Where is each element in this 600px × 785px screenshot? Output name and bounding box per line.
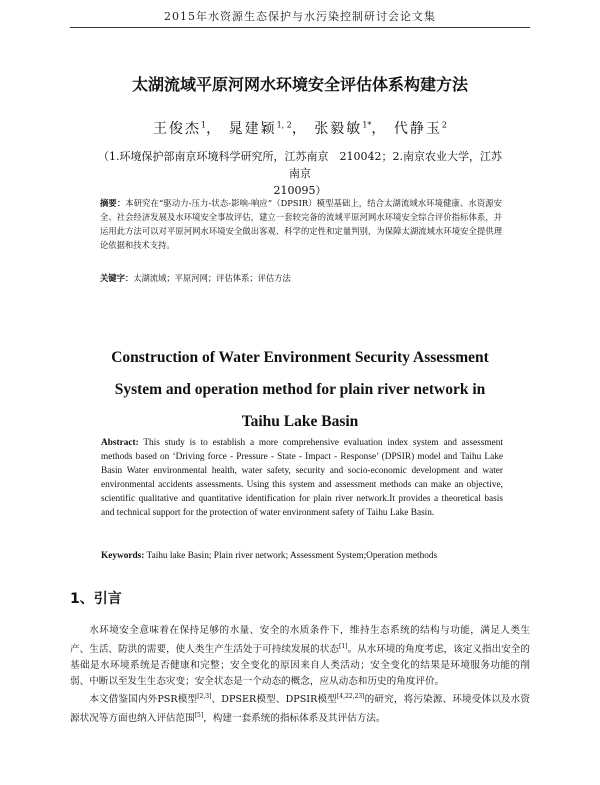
abstract-cn-label: 摘要： bbox=[100, 198, 126, 208]
body-paragraph bbox=[70, 689, 530, 727]
keywords-cn-text: 太湖流域；平原河网；评估体系；评估方法 bbox=[133, 273, 291, 283]
abstract-en bbox=[101, 436, 503, 520]
body-text-run: ，构建一套系统的指标体系及其评估方法。 bbox=[203, 713, 386, 725]
author-affil-mark: 1, 2 bbox=[276, 120, 292, 130]
author-separator: ， bbox=[371, 121, 388, 137]
paper-title-cn: 太湖流域平原河网水环境安全评估体系构建方法 bbox=[131, 75, 468, 94]
citation-ref: [2,3] bbox=[197, 693, 212, 701]
abstract-cn bbox=[100, 196, 502, 252]
title-en-line: System and operation method for plain river network in bbox=[114, 381, 486, 398]
keywords-en-text: Taihu lake Basin; Plain river network; Assessment System;Operation methods bbox=[144, 551, 438, 561]
abstract-cn-text: 本研究在“驱动力-压力-状态-影响-响应”（DPSIR）模型基础上，结合太湖流域水环境健康、水资源安全、社会经济发展及水环境安全事故评估，建立一套较完备的流域平原河网水环境安全综合评价指标体系，并运用此方法可以对平原河网水环境安全做出客观、科学的定性和定量判别，为保障太湖流域水环境安全提供理论依据和技术支持。 bbox=[100, 198, 502, 250]
paper-title-en bbox=[40, 342, 560, 438]
affiliation-line: （1.环境保护部南京环境科学研究所，江苏南京 210042；2.南京农业大学，江苏南京 bbox=[98, 150, 502, 180]
section-body bbox=[70, 623, 530, 727]
keywords-en-label: Keywords: bbox=[101, 551, 145, 561]
body-text-run: 水环境安全意味着在保持足够的水量、安全的水质条件下，维持生态系统的结构与功能，满足人类生产、生活、防洪的需要，使人类生产生活处于可持续发展的状态 bbox=[70, 625, 530, 655]
body-text-run: 的研究，将污染源、环境受体以及水资源状况等方面也纳入评估范围 bbox=[70, 694, 530, 725]
keywords-en bbox=[101, 551, 503, 561]
title-en-line: Taihu Lake Basin bbox=[241, 413, 359, 430]
running-header: 2015年水资源生态保护与水污染控制研讨会论文集 bbox=[164, 10, 436, 23]
author-name: 晁建颖 bbox=[228, 121, 277, 137]
affiliation-line: 210095） bbox=[273, 184, 327, 197]
author-separator: ， bbox=[291, 121, 308, 137]
title-en-line: Construction of Water Environment Security Assessment bbox=[111, 349, 489, 366]
citation-ref: [1] bbox=[338, 642, 348, 650]
author-affil-mark: 2 bbox=[441, 120, 447, 130]
section-heading: 1、引言 bbox=[70, 591, 122, 607]
citation-ref: [4,22,23] bbox=[336, 693, 365, 701]
body-paragraph bbox=[70, 623, 530, 689]
author-name: 王俊杰 bbox=[153, 121, 202, 137]
affiliations bbox=[95, 148, 505, 199]
header-rule bbox=[70, 27, 530, 28]
body-text-run: 、DPSER模型、DPSIR模型 bbox=[211, 694, 337, 706]
abstract-en-label: Abstract: bbox=[101, 438, 139, 448]
author-separator: ， bbox=[206, 121, 223, 137]
author-list bbox=[0, 118, 600, 138]
body-text-run: 。从水环境的角度考虑，该定义指出安全的基础是水环境系统是否健康和完整；安全变化的原因来自人类活动；安全变化的结果是环境服务功能的削弱、中断以至发生生态灾变；安全状态是一个动态的概念，应从动态和历史的角度评价。 bbox=[70, 643, 531, 687]
author-name: 张毅敏 bbox=[314, 121, 363, 137]
keywords-cn bbox=[100, 272, 502, 284]
keywords-cn-label: 关键字： bbox=[100, 273, 134, 283]
abstract-en-text: This study is to establish a more comprehensive evaluation index system and assessment methods based on ‘Driving force - Pressure - State - Impact - Response’ (DPSIR) model and Taihu Lake Basin Water environmental health, water safety, security and socio-economic development and water environmental accidents assessments. Using this system and assessment methods can make an objective, scientific qualitative and quantitative identification for plain river network.It provides a theoretical basis and technical support for the protection of water environment safety of Taihu Lake Basin. bbox=[101, 438, 503, 518]
author-name: 代静玉 bbox=[393, 121, 442, 137]
author-affil-mark: 1 bbox=[201, 120, 207, 130]
author-affil-mark: 1* bbox=[362, 120, 372, 130]
citation-ref: [5] bbox=[194, 712, 204, 720]
body-text-run: 本文借鉴国内外PSR模型 bbox=[89, 694, 198, 706]
